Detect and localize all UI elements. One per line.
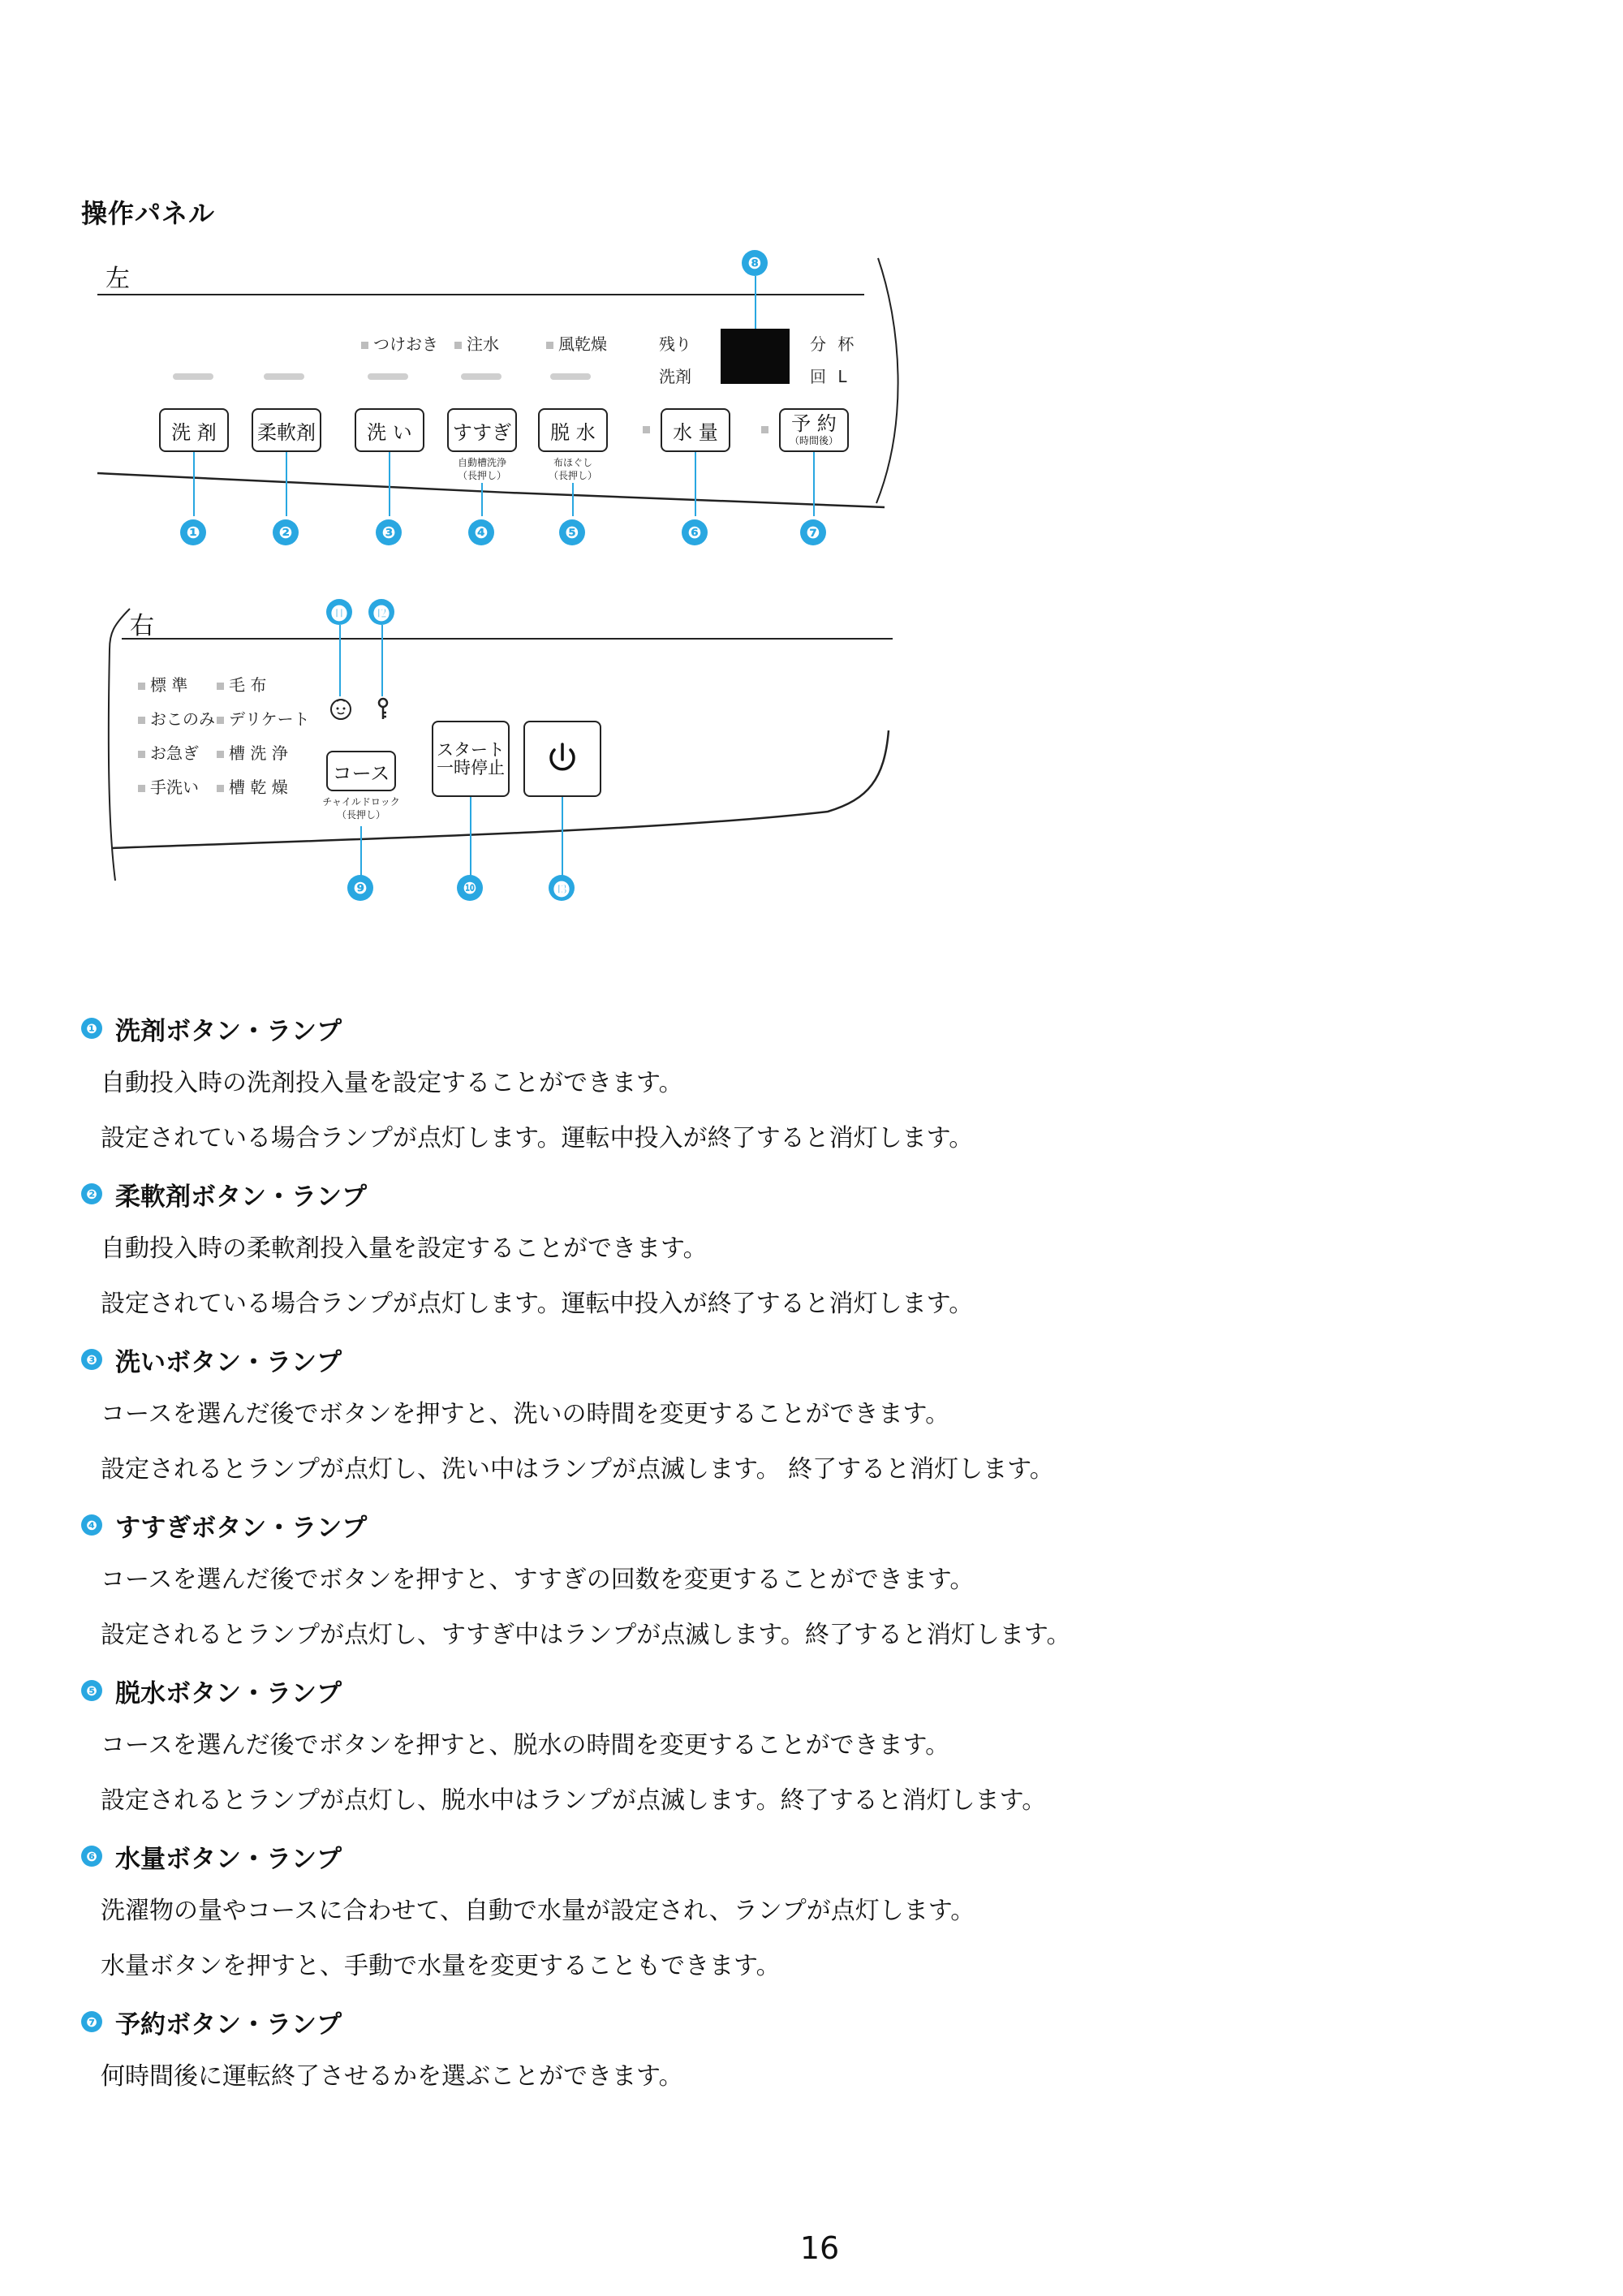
course-hyojun: 標 準	[138, 672, 187, 696]
start-pause-button[interactable]	[432, 721, 510, 797]
senzai-lamp	[173, 373, 213, 380]
course-tearai: 手洗い	[138, 774, 199, 798]
power-icon	[542, 739, 583, 779]
callout-line-7	[813, 452, 815, 516]
callout-number-8: ❽	[742, 250, 768, 276]
junanzai-button[interactable]: 柔軟剤	[252, 408, 321, 452]
callout-line-10	[470, 797, 471, 881]
item-6	[81, 1837, 1542, 1986]
display-unit-kai-l: 回 L	[810, 367, 850, 386]
item-line: 自動投入時の柔軟剤投入量を設定することができます。	[101, 1234, 708, 1263]
item-title: 洗剤ボタン・ランプ	[115, 1016, 342, 1046]
item-number: ❹	[81, 1514, 102, 1536]
item-line: コースを選んだ後でボタンを押すと、すすぎの回数を変更することができます。	[101, 1566, 975, 1594]
item-number: ❼	[81, 2011, 102, 2032]
item-title: 予約ボタン・ランプ	[115, 2010, 342, 2040]
callout-number-12: ⓬	[368, 599, 394, 625]
callout-number-6: ❻	[682, 519, 708, 545]
course-moufu: 毛 布	[217, 672, 266, 696]
item-line: 設定されている場合ランプが点灯します。運転中投入が終了すると消灯します。	[101, 1124, 974, 1152]
arai-lamp	[368, 373, 408, 380]
item-7	[81, 2002, 1542, 2096]
display-label-nokori: 残り	[659, 334, 691, 354]
item-line: コースを選んだ後でボタンを押すと、洗いの時間を変更することができます。	[101, 1400, 950, 1428]
senzai-button[interactable]: 洗 剤	[159, 408, 229, 452]
callout-line-2	[286, 452, 287, 516]
course-sousenjou: 槽 洗 浄	[217, 740, 288, 764]
course-button[interactable]: コース	[326, 751, 396, 791]
item-number: ❶	[81, 1018, 102, 1039]
item-3	[81, 1340, 1542, 1489]
dassui-lamp	[550, 373, 591, 380]
susugi-lamp	[461, 373, 502, 380]
item-number: ❻	[81, 1846, 102, 1867]
yoyaku-button[interactable]	[779, 408, 849, 452]
item-number: ❺	[81, 1680, 102, 1701]
display-unit-fun-hai: 分 杯	[810, 334, 858, 354]
course-sub-label: チャイルドロック （長押し）	[322, 796, 400, 821]
item-4	[81, 1506, 1542, 1655]
description-list	[81, 1009, 1542, 2113]
item-title: 脱水ボタン・ランプ	[115, 1678, 342, 1708]
callout-line-12	[381, 625, 383, 696]
item-title: 柔軟剤ボタン・ランプ	[115, 1182, 367, 1212]
section-title: 操作パネル	[81, 198, 216, 229]
item-line: 設定されるとランプが点灯し、すすぎ中はランプが点滅します。終了すると消灯します。	[101, 1621, 1071, 1649]
indicator-chusui: 注水	[454, 331, 499, 355]
page-number: 16	[799, 2230, 840, 2266]
callout-number-3: ❸	[376, 519, 402, 545]
dassui-sub-label: 布ほぐし （長押し）	[548, 457, 597, 482]
callout-line-13	[562, 797, 563, 881]
item-title: 洗いボタン・ランプ	[115, 1347, 342, 1377]
yoyaku-lamp	[761, 426, 768, 433]
susugi-button[interactable]: すすぎ	[447, 408, 517, 452]
arai-button[interactable]: 洗 い	[355, 408, 424, 452]
item-2	[81, 1174, 1542, 1324]
right-panel-label: 右	[130, 612, 154, 640]
display-label-senzai: 洗剤	[659, 367, 691, 386]
callout-number-7: ❼	[800, 519, 826, 545]
susugi-sub-label: 自動槽洗浄 （長押し）	[457, 457, 506, 482]
suiryo-lamp	[643, 426, 650, 433]
power-button[interactable]	[523, 721, 601, 797]
remaining-time-display	[721, 329, 790, 384]
callout-number-10: ❿	[457, 875, 483, 901]
left-panel-outline	[0, 0, 909, 568]
callout-line-4	[481, 483, 483, 516]
item-line: 洗濯物の量やコースに合わせて、自動で水量が設定され、ランプが点灯します。	[101, 1897, 975, 1925]
item-line: 設定されるとランプが点灯し、脱水中はランプが点滅します。終了すると消灯します。	[101, 1786, 1047, 1815]
callout-number-2: ❷	[273, 519, 299, 545]
item-5	[81, 1671, 1542, 1820]
lock-key-icon	[375, 696, 391, 722]
indicator-fukansou: 風乾燥	[546, 331, 607, 355]
callout-line-6	[695, 452, 696, 516]
item-line: 何時間後に運転終了させるかを選ぶことができます。	[101, 2062, 683, 2091]
callout-line-3	[389, 452, 390, 516]
callout-line-8	[755, 276, 756, 329]
yoyaku-button-label: 予 約	[791, 412, 837, 436]
suiryo-button[interactable]: 水 量	[661, 408, 730, 452]
item-number: ❷	[81, 1183, 102, 1204]
item-title: 水量ボタン・ランプ	[115, 1844, 342, 1874]
indicator-tsukeoki: つけおき	[361, 331, 438, 355]
item-line: 設定されている場合ランプが点灯します。運転中投入が終了すると消灯します。	[101, 1290, 974, 1318]
callout-line-9	[360, 826, 362, 881]
item-line: 設定されるとランプが点灯し、洗い中はランプが点滅します。 終了すると消灯します。	[101, 1455, 1054, 1484]
callout-number-11: ⓫	[326, 599, 352, 625]
yoyaku-button-sublabel: （時間後）	[789, 435, 838, 447]
callout-number-5: ❺	[559, 519, 585, 545]
junanzai-lamp	[264, 373, 304, 380]
callout-number-1: ❶	[180, 519, 206, 545]
pause-label: 一時停止	[437, 758, 505, 778]
callout-number-4: ❹	[468, 519, 494, 545]
item-line: 自動投入時の洗剤投入量を設定することができます。	[101, 1069, 683, 1097]
callout-line-1	[193, 452, 195, 516]
left-panel-label: 左	[105, 265, 130, 293]
callout-line-11	[339, 625, 341, 696]
course-delicate: デリケート	[217, 706, 310, 730]
item-number: ❸	[81, 1349, 102, 1370]
item-line: 水量ボタンを押すと、手動で水量を変更することもできます。	[101, 1952, 781, 1980]
course-okonomi: おこのみ	[138, 706, 215, 730]
callout-line-5	[572, 483, 574, 516]
callout-number-9: ❾	[347, 875, 373, 901]
course-soukansou: 槽 乾 燥	[217, 774, 288, 798]
child-lock-face-icon	[328, 696, 354, 722]
start-label: スタート	[437, 739, 505, 760]
course-oisogi: お急ぎ	[138, 740, 199, 764]
item-line: コースを選んだ後でボタンを押すと、脱水の時間を変更することができます。	[101, 1731, 950, 1760]
item-title: すすぎボタン・ランプ	[115, 1513, 368, 1543]
item-1	[81, 1009, 1542, 1158]
dassui-button[interactable]: 脱 水	[538, 408, 608, 452]
callout-number-13: ⓭	[549, 875, 575, 901]
